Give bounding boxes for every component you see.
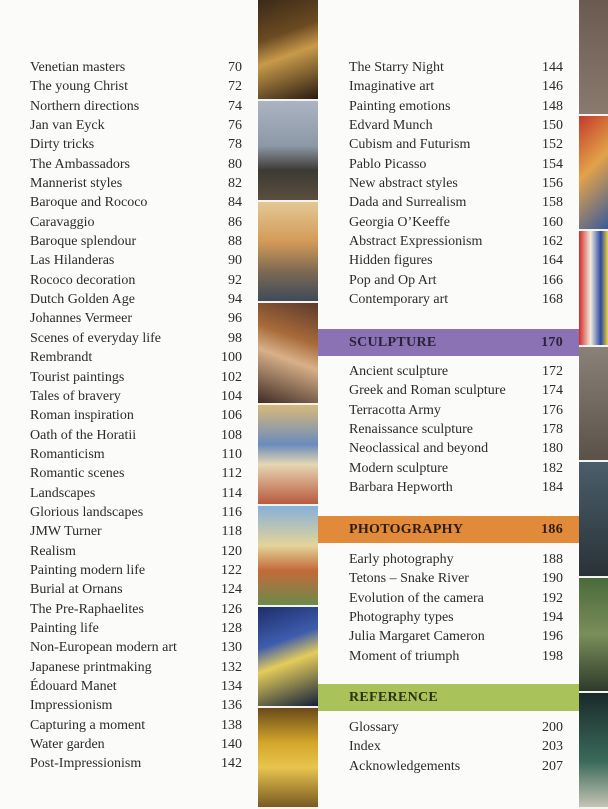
contents-list-painting-end <box>349 58 563 309</box>
section-list-sculpture <box>349 362 563 497</box>
entry-title: Painting emotions <box>349 98 451 114</box>
entry-page-number: 136 <box>221 698 242 714</box>
entry-title: Romanticism <box>30 446 105 462</box>
entry-page-number: 82 <box>228 176 242 192</box>
artwork-thumbnail <box>579 231 608 347</box>
contents-entry <box>30 58 242 77</box>
entry-title: Painting life <box>30 620 99 636</box>
painting-thumbnail <box>258 202 318 303</box>
contents-entry <box>349 608 563 627</box>
entry-title: Johannes Vermeer <box>30 311 132 327</box>
entry-title: Realism <box>30 543 76 559</box>
contents-entry <box>349 569 563 588</box>
contents-entry <box>30 658 242 677</box>
entry-page-number: 194 <box>542 610 563 626</box>
entry-title: Painting modern life <box>30 562 146 578</box>
entry-page-number: 70 <box>228 60 242 75</box>
entry-page-number: 176 <box>542 402 563 418</box>
entry-title: Barbara Hepworth <box>349 480 453 496</box>
entry-title: The Pre-Raphaelites <box>30 601 144 617</box>
entry-page-number: 112 <box>221 466 242 482</box>
entry-page-number: 198 <box>542 648 563 664</box>
entry-page-number: 178 <box>542 422 563 438</box>
entry-title: Modern sculpture <box>349 460 449 476</box>
entry-title: Landscapes <box>30 485 96 501</box>
entry-page-number: 166 <box>542 272 563 288</box>
painting-thumbnail <box>258 506 318 607</box>
painting-thumbnail <box>258 607 318 708</box>
entry-page-number: 140 <box>221 737 242 753</box>
entry-title: Burial at Ornans <box>30 582 123 598</box>
section-page-number: 170 <box>541 334 563 350</box>
entry-page-number: 182 <box>542 460 563 476</box>
entry-page-number: 188 <box>542 552 563 567</box>
entry-title: Pablo Picasso <box>349 156 427 172</box>
entry-title: Dada and Surrealism <box>349 195 467 211</box>
entry-page-number: 80 <box>228 156 242 172</box>
contents-entry <box>349 174 563 193</box>
entry-page-number: 144 <box>542 60 563 75</box>
contents-entry <box>30 251 242 270</box>
contents-entry <box>349 116 563 135</box>
contents-entry <box>30 174 242 193</box>
entry-title: Baroque splendour <box>30 234 137 250</box>
contents-entry <box>349 627 563 646</box>
artwork-thumbnail <box>579 116 608 232</box>
painting-thumbnail <box>258 101 318 202</box>
entry-page-number: 190 <box>542 571 563 587</box>
entry-page-number: 94 <box>228 292 242 308</box>
entry-page-number: 84 <box>228 195 242 211</box>
entry-title: Venetian masters <box>30 60 126 75</box>
contents-entry <box>349 97 563 116</box>
entry-title: Abstract Expressionism <box>349 234 483 250</box>
artwork-thumbnail <box>579 693 608 809</box>
entry-page-number: 102 <box>221 369 242 385</box>
contents-entry <box>30 135 242 154</box>
entry-page-number: 100 <box>221 350 242 366</box>
entry-page-number: 106 <box>221 408 242 424</box>
contents-entry <box>30 754 242 773</box>
entry-page-number: 207 <box>542 758 563 774</box>
entry-page-number: 108 <box>221 427 242 443</box>
contents-entry <box>30 677 242 696</box>
entry-title: The Starry Night <box>349 60 444 75</box>
entry-page-number: 74 <box>228 98 242 114</box>
entry-title: Greek and Roman sculpture <box>349 383 506 399</box>
contents-entry <box>30 735 242 754</box>
entry-title: Moment of triumph <box>349 648 460 664</box>
artwork-thumbnail <box>579 347 608 463</box>
entry-page-number: 96 <box>228 311 242 327</box>
entry-page-number: 86 <box>228 214 242 230</box>
painting-thumbnail <box>258 708 318 809</box>
contents-entry <box>30 116 242 135</box>
contents-entry <box>30 522 242 541</box>
entry-title: Tales of bravery <box>30 388 121 404</box>
painting-strip <box>258 0 318 809</box>
entry-page-number: 200 <box>542 720 563 735</box>
entry-title: Terracotta Army <box>349 402 441 418</box>
entry-title: Evolution of the camera <box>349 590 484 606</box>
entry-title: Glorious landscapes <box>30 504 144 520</box>
section-header-reference <box>318 684 579 711</box>
entry-page-number: 88 <box>228 234 242 250</box>
entry-title: Renaissance sculpture <box>349 422 474 438</box>
entry-page-number: 122 <box>221 562 242 578</box>
entry-title: Mannerist styles <box>30 176 123 192</box>
entry-title: The Ambassadors <box>30 156 130 172</box>
contents-entry <box>30 464 242 483</box>
entry-title: Oath of the Horatii <box>30 427 137 443</box>
contents-entry <box>30 580 242 599</box>
contents-list-left <box>30 58 242 774</box>
entry-title: Jan van Eyck <box>30 118 105 134</box>
entry-page-number: 158 <box>542 195 563 211</box>
entry-title: Hidden figures <box>349 253 433 269</box>
entry-page-number: 148 <box>542 98 563 114</box>
entry-title: Impressionism <box>30 698 113 714</box>
entry-page-number: 72 <box>228 79 242 95</box>
entry-page-number: 134 <box>221 679 242 694</box>
contents-entry <box>349 401 563 420</box>
painting-thumbnail <box>258 303 318 404</box>
contents-entry <box>349 362 563 381</box>
entry-title: Water garden <box>30 737 105 753</box>
entry-title: Dutch Golden Age <box>30 292 135 308</box>
entry-title: Julia Margaret Cameron <box>349 629 485 645</box>
entry-title: Japanese printmaking <box>30 659 152 675</box>
entry-title: Roman inspiration <box>30 408 134 424</box>
section-header-photography <box>318 516 579 543</box>
contents-entry <box>30 290 242 309</box>
entry-page-number: 203 <box>542 739 563 755</box>
contents-entry <box>349 420 563 439</box>
entry-title: Romantic scenes <box>30 466 125 482</box>
section-title: PHOTOGRAPHY <box>349 521 464 537</box>
contents-entry <box>349 135 563 154</box>
painting-thumbnail <box>258 0 318 101</box>
entry-page-number: 150 <box>542 118 563 134</box>
contents-entry <box>349 647 563 666</box>
contents-entry <box>349 213 563 232</box>
contents-entry <box>349 478 563 497</box>
contents-entry <box>349 290 563 309</box>
entry-page-number: 98 <box>228 330 242 346</box>
entry-title: Caravaggio <box>30 214 95 230</box>
entry-page-number: 164 <box>542 253 563 269</box>
entry-page-number: 128 <box>221 620 242 636</box>
entry-title: JMW Turner <box>30 524 102 540</box>
entry-page-number: 172 <box>542 364 563 379</box>
entry-title: Baroque and Rococo <box>30 195 148 211</box>
entry-title: Cubism and Futurism <box>349 137 471 153</box>
entry-page-number: 180 <box>542 441 563 457</box>
section-title: REFERENCE <box>349 689 439 705</box>
contents-entry <box>349 737 563 756</box>
contents-entry <box>30 193 242 212</box>
entry-title: Non-European modern art <box>30 640 177 656</box>
entry-title: Glossary <box>349 720 399 735</box>
entry-title: Tourist paintings <box>30 369 125 385</box>
contents-entry <box>30 445 242 464</box>
entry-page-number: 132 <box>221 659 242 675</box>
contents-entry <box>30 77 242 96</box>
contents-entry <box>349 439 563 458</box>
entry-title: Rembrandt <box>30 350 93 366</box>
entry-title: Contemporary art <box>349 292 449 308</box>
contents-entry <box>349 58 563 77</box>
section-page-number: 186 <box>541 521 563 537</box>
entry-page-number: 160 <box>542 214 563 230</box>
entry-title: Scenes of everyday life <box>30 330 161 346</box>
artwork-strip <box>579 0 608 809</box>
contents-list-right <box>318 0 579 809</box>
entry-page-number: 92 <box>228 272 242 288</box>
contents-entry <box>349 232 563 251</box>
entry-page-number: 76 <box>228 118 242 134</box>
contents-entry <box>30 542 242 561</box>
entry-page-number: 118 <box>221 524 242 540</box>
entry-page-number: 138 <box>221 717 242 733</box>
contents-entry <box>30 348 242 367</box>
entry-title: Ancient sculpture <box>349 364 449 379</box>
entry-title: Edvard Munch <box>349 118 433 134</box>
contents-entry <box>30 97 242 116</box>
entry-page-number: 116 <box>221 504 242 520</box>
contents-entry <box>349 550 563 569</box>
contents-entry <box>349 193 563 212</box>
entry-title: Tetons – Snake River <box>349 571 469 587</box>
entry-title: Acknowledgements <box>349 758 461 774</box>
contents-entry <box>30 696 242 715</box>
artwork-thumbnail <box>579 462 608 578</box>
contents-entry <box>30 716 242 735</box>
contents-entry <box>349 381 563 400</box>
contents-entry <box>30 426 242 445</box>
contents-entry <box>30 619 242 638</box>
entry-page-number: 184 <box>542 480 563 496</box>
contents-entry <box>30 271 242 290</box>
entry-page-number: 126 <box>221 601 242 617</box>
section-header-sculpture <box>318 329 579 356</box>
contents-entry <box>349 155 563 174</box>
entry-title: New abstract styles <box>349 176 458 192</box>
contents-entry <box>30 484 242 503</box>
section-list-reference <box>349 718 563 776</box>
contents-entry <box>30 561 242 580</box>
contents-entry <box>349 757 563 776</box>
entry-title: Rococo decoration <box>30 272 136 288</box>
contents-entry <box>30 329 242 348</box>
entry-page-number: 162 <box>542 234 563 250</box>
contents-entry <box>30 406 242 425</box>
artwork-thumbnail <box>579 578 608 694</box>
entry-page-number: 168 <box>542 292 563 308</box>
entry-title: Georgia O’Keeffe <box>349 214 450 230</box>
entry-title: Édouard Manet <box>30 679 117 694</box>
contents-entry <box>30 213 242 232</box>
entry-title: Post-Impressionism <box>30 756 142 772</box>
contents-entry <box>349 77 563 96</box>
entry-title: Capturing a moment <box>30 717 146 733</box>
entry-title: Pop and Op Art <box>349 272 437 288</box>
contents-entry <box>349 589 563 608</box>
entry-page-number: 124 <box>221 582 242 598</box>
contents-entry <box>30 155 242 174</box>
contents-entry <box>30 600 242 619</box>
artwork-thumbnail <box>579 0 608 116</box>
contents-entry <box>349 271 563 290</box>
contents-entry <box>30 309 242 328</box>
entry-page-number: 146 <box>542 79 563 95</box>
contents-entry <box>30 232 242 251</box>
entry-title: Dirty tricks <box>30 137 95 153</box>
entry-title: Early photography <box>349 552 454 567</box>
painting-thumbnail <box>258 405 318 506</box>
contents-entry <box>30 503 242 522</box>
section-list-photography <box>349 550 563 666</box>
contents-entry <box>30 368 242 387</box>
entry-page-number: 110 <box>221 446 242 462</box>
entry-title: Northern directions <box>30 98 140 114</box>
entry-page-number: 154 <box>542 156 563 172</box>
entry-title: Index <box>349 739 381 755</box>
entry-title: Neoclassical and beyond <box>349 441 489 457</box>
entry-page-number: 196 <box>542 629 563 645</box>
entry-page-number: 114 <box>221 485 242 501</box>
entry-title: Photography types <box>349 610 454 626</box>
entry-page-number: 104 <box>221 388 242 404</box>
entry-title: The young Christ <box>30 79 128 95</box>
entry-page-number: 78 <box>228 137 242 153</box>
entry-title: Las Hilanderas <box>30 253 115 269</box>
entry-page-number: 156 <box>542 176 563 192</box>
entry-page-number: 174 <box>542 383 563 399</box>
entry-title: Imaginative art <box>349 79 435 95</box>
contents-entry <box>349 251 563 270</box>
entry-page-number: 142 <box>221 756 242 772</box>
contents-entry <box>30 387 242 406</box>
contents-entry <box>349 718 563 737</box>
entry-page-number: 152 <box>542 137 563 153</box>
section-title: SCULPTURE <box>349 334 437 350</box>
entry-page-number: 130 <box>221 640 242 656</box>
entry-page-number: 120 <box>221 543 242 559</box>
contents-entry <box>349 459 563 478</box>
entry-page-number: 90 <box>228 253 242 269</box>
contents-entry <box>30 638 242 657</box>
entry-page-number: 192 <box>542 590 563 606</box>
